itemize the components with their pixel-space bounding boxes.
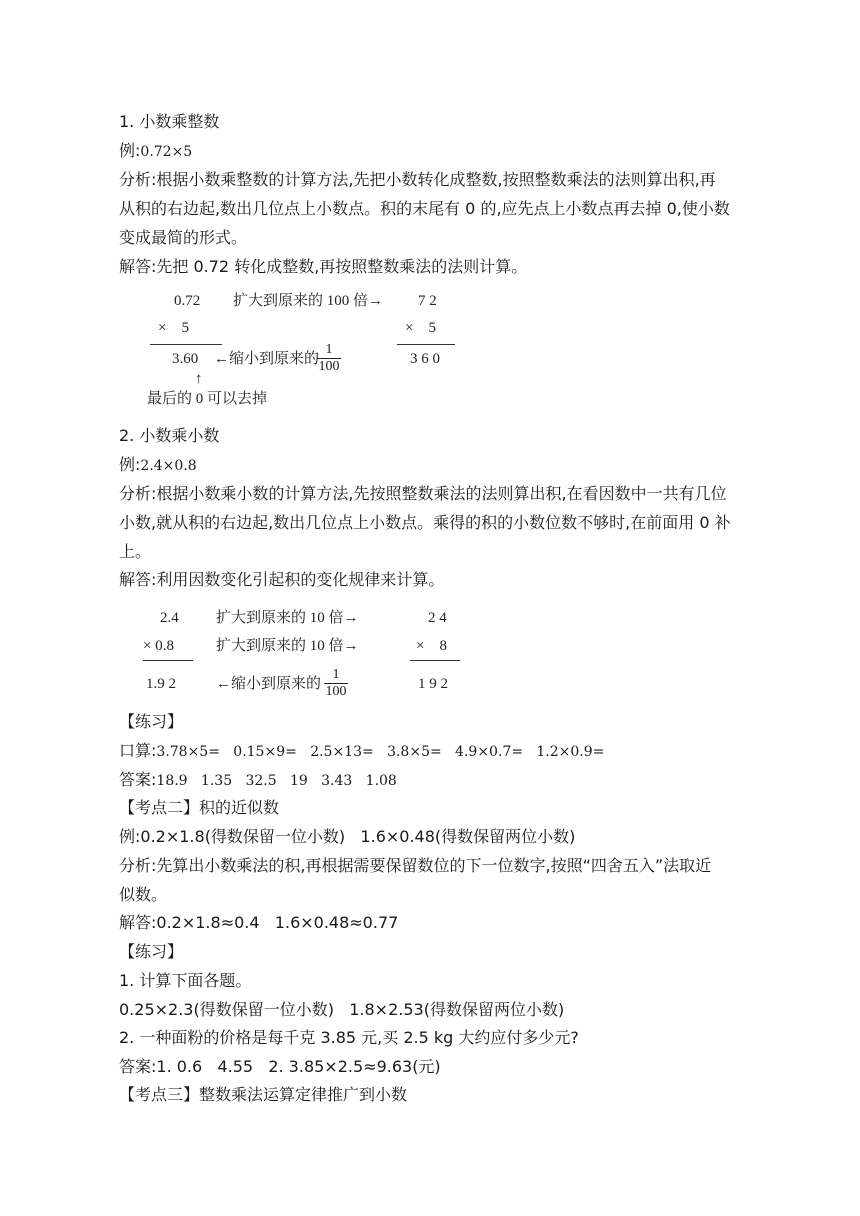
d1-left-mult: × 5 xyxy=(158,320,189,336)
d2-left-rule xyxy=(143,660,193,661)
point2-heading: 【考点二】积的近似数 xyxy=(119,798,280,817)
up-arrow-icon: ↑ xyxy=(195,371,203,387)
d2-right-mult: × 8 xyxy=(416,638,447,654)
section1-analysis-line3: 变成最简的形式。 xyxy=(119,228,248,247)
fraction-denominator: 100 xyxy=(318,359,340,374)
d1-right-top: 7 2 xyxy=(418,293,437,309)
section1-analysis-line2: 从积的右边起,数出几位点上小数点。积的末尾有 0 的,应先点上小数点再去掉 0,使小数 xyxy=(119,199,730,218)
section1-example xyxy=(119,141,739,162)
oral-label: 口算: xyxy=(119,741,157,760)
d2-right-rule xyxy=(410,660,460,661)
answer-label: 答案: xyxy=(119,770,157,789)
practice2-q1-items: 0.25×2.3(得数保留一位小数) 1.8×2.53(得数保留两位小数) xyxy=(119,1000,565,1019)
d1-right-result: 3 6 0 xyxy=(410,351,440,367)
d1-right-rule xyxy=(397,344,455,345)
practice1-answer xyxy=(119,770,739,791)
fraction-numerator: 1 xyxy=(332,667,340,682)
d1-shrink-label: ←缩小到原来的 xyxy=(214,351,320,367)
example-expr: 0.72×5 xyxy=(140,144,193,160)
section1-analysis-line1: 分析:根据小数乘整数的计算方法,先把小数转化成整数,按照整数乘法的法则算出积,再 xyxy=(119,170,716,189)
point3-heading: 【考点三】整数乘法运算定律推广到小数 xyxy=(119,1085,408,1104)
practice2-answer: 答案:1. 0.6 4.55 2. 3.85×2.5≈9.63(元) xyxy=(119,1057,441,1076)
d2-right-result: 1 9 2 xyxy=(418,676,448,692)
d2-left-result: 1.9 2 xyxy=(146,676,176,692)
d1-right-mult: × 5 xyxy=(405,320,436,336)
section2-answer: 解答:利用因数变化引起积的变化规律来计算。 xyxy=(119,570,445,589)
d2-fraction xyxy=(324,668,348,699)
d2-expand-label-1: 扩大到原来的 10 倍→ xyxy=(216,610,359,626)
point2-analysis-line2: 似数。 xyxy=(119,885,168,904)
section2-analysis-line2: 小数,就从积的右边起,数出几位点上小数点。乘得的积的小数位数不够时,在前面用 0 补 xyxy=(119,513,731,532)
d1-left-rule xyxy=(150,344,222,345)
practice2-q1: 1. 计算下面各题。 xyxy=(119,971,252,990)
d1-left-top: 0.72 xyxy=(174,293,201,309)
d2-shrink-label: ←缩小到原来的 xyxy=(216,676,322,692)
practice2-heading: 【练习】 xyxy=(119,942,184,961)
practice1-oral xyxy=(119,741,739,762)
d1-left-result: 3.60 xyxy=(172,351,199,367)
practice2-q2: 2. 一种面粉的价格是每千克 3.85 元,买 2.5 kg 大约应付多少元? xyxy=(119,1028,579,1047)
d1-fraction xyxy=(317,343,341,374)
section1-answer: 解答:先把 0.72 转化成整数,再按照整数乘法的法则计算。 xyxy=(119,257,528,276)
section2-analysis-line1: 分析:根据小数乘小数的计算方法,先按照整数乘法的法则算出积,在看因数中一共有几位 xyxy=(119,484,727,503)
practice1-heading: 【练习】 xyxy=(119,712,184,731)
point2-example: 例:0.2×1.8(得数保留一位小数) 1.6×0.48(得数保留两位小数) xyxy=(119,827,576,846)
d2-expand-label-2: 扩大到原来的 10 倍→ xyxy=(216,638,359,654)
d1-expand-label: 扩大到原来的 100 倍→ xyxy=(233,293,384,309)
example-label: 例: xyxy=(119,141,141,160)
fraction-denominator: 100 xyxy=(325,684,347,699)
section2-example xyxy=(119,455,739,476)
answer-items: 18.9 1.35 32.5 19 3.43 1.08 xyxy=(156,773,397,789)
section1-heading: 1. 小数乘整数 xyxy=(119,112,220,131)
point2-answer: 解答:0.2×1.8≈0.4 1.6×0.48≈0.77 xyxy=(119,913,399,932)
d2-right-top: 2 4 xyxy=(428,610,447,626)
section2-heading: 2. 小数乘小数 xyxy=(119,426,220,445)
point2-analysis-line1: 分析:先算出小数乘法的积,再根据需要保留数位的下一位数字,按照“四舍五入”法取近 xyxy=(119,856,712,875)
d1-bottom-note: 最后的 0 可以去掉 xyxy=(147,391,268,407)
section2-analysis-line3: 上。 xyxy=(119,542,152,561)
d2-left-mult: × 0.8 xyxy=(143,638,174,654)
d2-left-top: 2.4 xyxy=(160,610,179,626)
example-label: 例: xyxy=(119,455,141,474)
oral-items: 3.78×5= 0.15×9= 2.5×13= 3.8×5= 4.9×0.7= 1.2×0.9= xyxy=(156,744,605,760)
example-expr: 2.4×0.8 xyxy=(140,458,197,474)
fraction-numerator: 1 xyxy=(325,342,333,357)
